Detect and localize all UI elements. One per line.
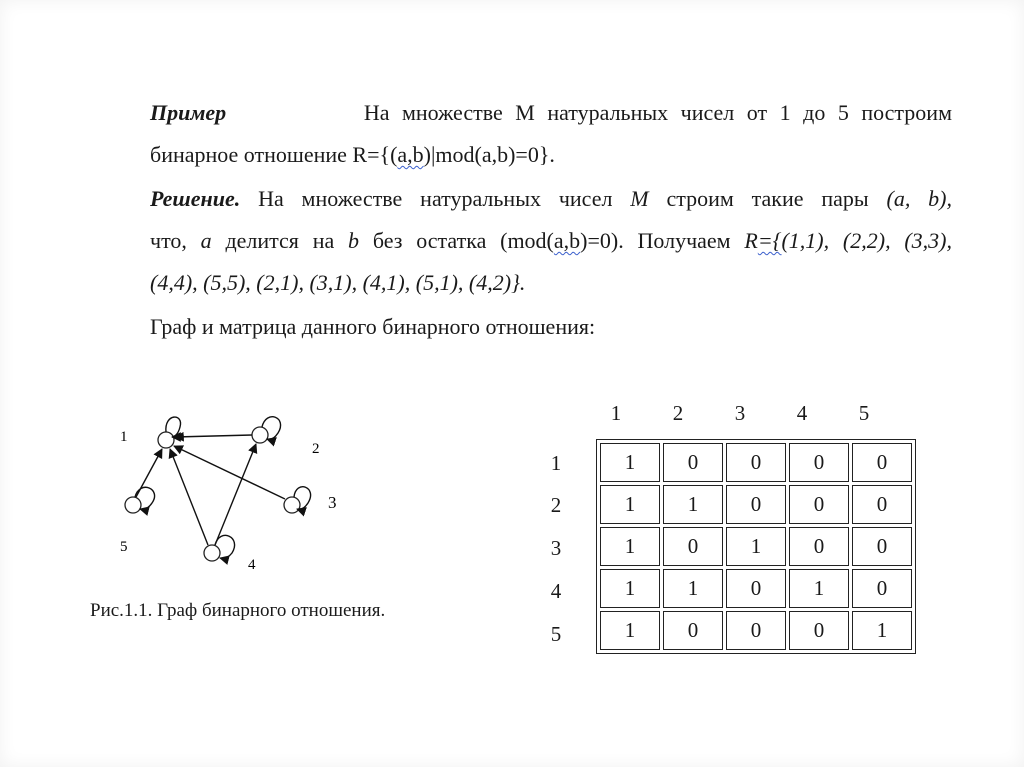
- solution-text-ab: a,b: [553, 228, 581, 253]
- example-line-1: [150, 92, 952, 134]
- solution-text-2b: делится на: [225, 228, 335, 253]
- edge-5-1: [136, 449, 162, 497]
- example-heading: Пример: [150, 100, 227, 125]
- example-line-2: [150, 134, 952, 176]
- col-header-3: 3: [734, 401, 746, 425]
- row-header-4: 4: [550, 579, 562, 603]
- matrix-cell: 0: [663, 527, 723, 566]
- solution-relation: [744, 228, 952, 253]
- node-label-2: 2: [312, 441, 320, 457]
- matrix-cell: 0: [852, 569, 912, 608]
- col-header-5: 5: [858, 401, 870, 425]
- solution-text-2c: без остатка (mod(: [372, 228, 554, 253]
- node-4: [204, 545, 220, 561]
- solution-text-2a: что,: [150, 228, 187, 253]
- solution-var-M: M: [630, 186, 649, 211]
- matrix-cell: 0: [789, 611, 849, 650]
- solution-paragraph: [150, 178, 952, 304]
- matrix-cell: 1: [789, 569, 849, 608]
- solution-heading: Решение.: [150, 186, 241, 211]
- matrix-cell: 0: [852, 485, 912, 524]
- solution-line-2: [150, 220, 952, 262]
- solution-line-1: [150, 178, 952, 220]
- matrix-cell: 1: [600, 485, 660, 524]
- node-label-4: 4: [248, 557, 256, 573]
- matrix-cell: 0: [852, 527, 912, 566]
- edge-3-1: [174, 446, 285, 499]
- matrix-cell: 0: [726, 569, 786, 608]
- solution-var-R: R: [744, 228, 758, 253]
- solution-text-1b: строим такие пары: [666, 186, 869, 211]
- matrix-cell: 1: [600, 611, 660, 650]
- node-label-3: 3: [328, 493, 337, 512]
- node-5: [125, 497, 141, 513]
- solution-eq: ={: [757, 228, 782, 253]
- example-text-2b: )|mod(a,b)=0}.: [423, 142, 555, 167]
- matrix-cell: 0: [852, 443, 912, 482]
- matrix-cell: 1: [600, 569, 660, 608]
- node-1: [158, 432, 174, 448]
- col-header-1: 1: [610, 401, 622, 425]
- matrix-row: [600, 569, 912, 608]
- matrix-cell: 0: [726, 611, 786, 650]
- matrix-row: [600, 611, 912, 650]
- edge-4-1: [170, 449, 208, 545]
- matrix-cell: 1: [726, 527, 786, 566]
- graph-intro: [150, 306, 952, 348]
- solution-pair-ab: (a, b),: [886, 186, 953, 211]
- matrix-cell: 1: [600, 443, 660, 482]
- example-paragraph: [150, 92, 952, 176]
- matrix-cell: 0: [789, 443, 849, 482]
- edge-4-2: [215, 444, 256, 545]
- matrix-cell: 0: [726, 443, 786, 482]
- example-text-ab: a,b: [397, 142, 424, 167]
- matrix-cell: 1: [600, 527, 660, 566]
- example-text-2a: бинарное отношение R={(: [150, 142, 398, 167]
- example-text-1: На множестве M натуральных чисел от 1 до 5 построим: [363, 100, 953, 125]
- matrix-cell: 1: [663, 485, 723, 524]
- col-header-4: 4: [796, 401, 808, 425]
- row-header-1: 1: [550, 451, 562, 475]
- node-label-1: 1: [120, 429, 128, 445]
- node-2: [252, 427, 268, 443]
- matrix-cell: 1: [663, 569, 723, 608]
- graph-intro-text: Граф и матрица данного бинарного отношения:: [150, 314, 596, 339]
- matrix-cell: 0: [663, 611, 723, 650]
- relation-graph: [100, 395, 360, 585]
- node-label-5: 5: [120, 539, 128, 555]
- matrix-row: [600, 485, 912, 524]
- matrix-row: [600, 443, 912, 482]
- solution-text-2d: )=0). Получаем: [580, 228, 731, 253]
- matrix-cell: 0: [789, 527, 849, 566]
- solution-var-a: a: [200, 228, 212, 253]
- relation-matrix: [530, 395, 930, 675]
- row-header-2: 2: [550, 493, 562, 517]
- matrix-cell: 0: [789, 485, 849, 524]
- matrix-cell: 0: [726, 485, 786, 524]
- solution-line-3: (4,4), (5,5), (2,1), (3,1), (4,1), (5,1), (4,2)}.: [150, 270, 526, 295]
- matrix-row: [600, 527, 912, 566]
- solution-pairs-1: (1,1), (2,2), (3,3),: [781, 228, 952, 253]
- node-3: [284, 497, 300, 513]
- matrix-table: [596, 439, 916, 654]
- col-header-2: 2: [672, 401, 684, 425]
- figure-caption: Рис.1.1. Граф бинарного отношения.: [90, 600, 386, 621]
- matrix-cell: 0: [663, 443, 723, 482]
- row-header-3: 3: [550, 536, 562, 560]
- row-header-5: 5: [550, 622, 562, 646]
- matrix-cell: 1: [852, 611, 912, 650]
- solution-var-b: b: [348, 228, 360, 253]
- solution-text-1a: На множестве натуральных чисел: [258, 186, 613, 211]
- edge-2-1: [175, 435, 252, 437]
